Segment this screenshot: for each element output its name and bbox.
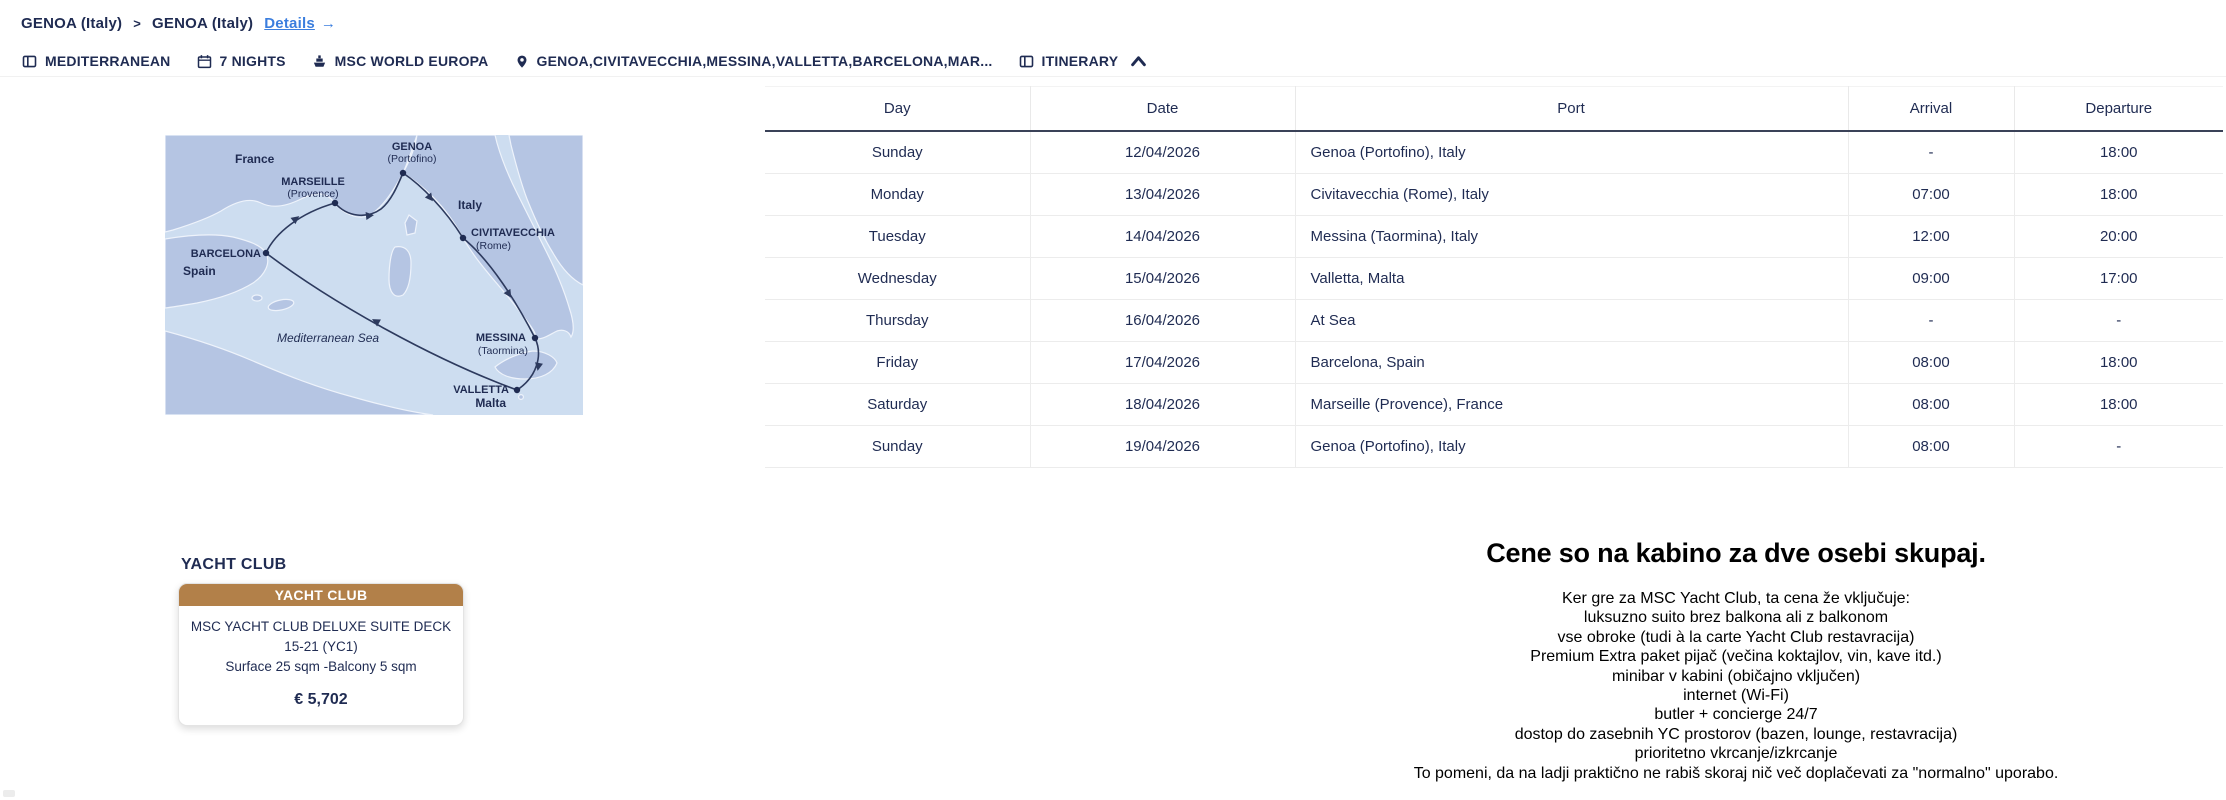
cell-arrival: 09:00 [1848, 258, 2014, 300]
cell-day: Sunday [765, 426, 1030, 468]
cell-day: Tuesday [765, 216, 1030, 258]
map-label-civitavecchia-sub: (Rome) [476, 240, 512, 252]
breadcrumb-destination: GENOA (Italy) [152, 15, 254, 32]
cell-departure: 20:00 [2014, 216, 2223, 258]
tag-destination [22, 53, 171, 69]
cell-arrival: - [1848, 131, 2014, 174]
breadcrumb-origin: GENOA (Italy) [21, 15, 123, 32]
pricing-line: dostop do zasebnih YC prostorov (bazen, lounge, restavracija) [1514, 725, 1958, 743]
cell-date: 17/04/2026 [1030, 342, 1295, 384]
yacht-club-card-body [179, 606, 463, 725]
table-row [765, 300, 2223, 342]
cell-date: 19/04/2026 [1030, 426, 1295, 468]
cell-departure: - [2014, 300, 2223, 342]
map-label-genoa-sub: (Portofino) [387, 153, 437, 165]
pin-icon [515, 54, 529, 69]
cell-date: 15/04/2026 [1030, 258, 1295, 300]
cell-departure: 18:00 [2014, 342, 2223, 384]
cell-day: Saturday [765, 384, 1030, 426]
chevron-up-icon[interactable] [1130, 54, 1147, 69]
cell-departure: - [2014, 426, 2223, 468]
yacht-club-section-title: YACHT CLUB [181, 556, 287, 573]
cruise-tag-bar [22, 53, 1147, 69]
pricing-info-block [1286, 538, 2186, 783]
cell-departure: 18:00 [2014, 131, 2223, 174]
tag-nights-label: 7 NIGHTS [219, 53, 286, 69]
cell-port: Valletta, Malta [1295, 258, 1848, 300]
map-label-valletta: VALLETTA [453, 384, 509, 396]
map-label-italy: Italy [458, 198, 483, 212]
table-row [765, 216, 2223, 258]
col-header-date: Date [1030, 87, 1295, 132]
cell-day: Wednesday [765, 258, 1030, 300]
map-label-marseille: MARSEILLE [281, 176, 345, 188]
pricing-line: luksuzno suito brez balkona ali z balkonom [1583, 609, 1889, 627]
itinerary-toggle[interactable] [1019, 53, 1148, 69]
calendar-icon [197, 54, 212, 69]
details-link-label: Details [264, 15, 315, 32]
col-header-day: Day [765, 87, 1030, 132]
details-link[interactable] [264, 15, 336, 32]
map-label-spain: Spain [183, 264, 216, 278]
map-label-malta: Malta [475, 396, 506, 410]
table-row [765, 426, 2223, 468]
itinerary-table [765, 86, 2223, 468]
cell-arrival: 07:00 [1848, 174, 2014, 216]
tag-ship-label: MSC WORLD EUROPA [334, 53, 489, 69]
cell-port: At Sea [1295, 300, 1848, 342]
cell-date: 18/04/2026 [1030, 384, 1295, 426]
col-header-departure: Departure [2014, 87, 2223, 132]
page-corner-artifact [3, 790, 15, 797]
yacht-club-price-card[interactable] [178, 583, 464, 726]
map-label-civitavecchia: CIVITAVECCHIA [471, 227, 555, 239]
cell-departure: 18:00 [2014, 174, 2223, 216]
table-row [765, 131, 2223, 174]
pricing-line: minibar v kabini (običajno vključen) [1611, 667, 1861, 685]
table-row [765, 342, 2223, 384]
col-header-port: Port [1295, 87, 1848, 132]
map-label-messina: MESSINA [475, 332, 526, 344]
cell-day: Friday [765, 342, 1030, 384]
table-row [765, 174, 2223, 216]
itinerary-toggle-label: ITINERARY [1041, 53, 1119, 69]
breadcrumb [21, 15, 336, 32]
tag-ship [312, 53, 489, 69]
pricing-line: Premium Extra paket pijač (večina koktajlov, vin, kave itd.) [1530, 648, 1942, 666]
cell-port: Genoa (Portofino), Italy [1295, 131, 1848, 174]
section-divider [0, 76, 2226, 77]
yacht-club-card-header: YACHT CLUB [179, 584, 463, 606]
cell-port: Barcelona, Spain [1295, 342, 1848, 384]
map-label-genoa: GENOA [391, 141, 433, 153]
cell-arrival: 08:00 [1848, 426, 2014, 468]
cell-date: 13/04/2026 [1030, 174, 1295, 216]
tag-ports-label: GENOA,CIVITAVECCHIA,MESSINA,VALLETTA,BARCELONA,MAR... [536, 53, 993, 69]
tag-nights [197, 53, 286, 69]
cell-arrival: 12:00 [1848, 216, 2014, 258]
cell-date: 16/04/2026 [1030, 300, 1295, 342]
map-label-barcelona: BARCELONA [190, 248, 261, 260]
cell-port: Genoa (Portofino), Italy [1295, 426, 1848, 468]
route-map [165, 135, 583, 415]
cell-date: 14/04/2026 [1030, 216, 1295, 258]
cabin-name: MSC YACHT CLUB DELUXE SUITE DECK 15-21 (YC1) [190, 619, 452, 654]
cell-arrival: 08:00 [1848, 342, 2014, 384]
map-icon [22, 54, 37, 69]
tag-destination-label: MEDITERRANEAN [45, 53, 171, 69]
pricing-line: To pomeni, da na ladji praktično ne rabiš skoraj nič več doplačevati za "normalno" uporabo. [1413, 764, 2059, 782]
arrow-right-icon: → [320, 15, 337, 32]
cell-port: Civitavecchia (Rome), Italy [1295, 174, 1848, 216]
cell-departure: 18:00 [2014, 384, 2223, 426]
cabin-surface: Surface 25 sqm -Balcony 5 sqm [225, 659, 417, 674]
cell-port: Marseille (Provence), France [1295, 384, 1848, 426]
map-label-mediterranean-sea: Mediterranean Sea [277, 331, 380, 345]
map-label-france: France [235, 152, 275, 166]
pricing-line: butler + concierge 24/7 [1654, 706, 1818, 724]
cell-arrival: - [1848, 300, 2014, 342]
breadcrumb-separator: > [133, 16, 142, 31]
cell-arrival: 08:00 [1848, 384, 2014, 426]
cell-departure: 17:00 [2014, 258, 2223, 300]
cell-day: Sunday [765, 131, 1030, 174]
tag-ports [515, 53, 993, 69]
table-row [765, 258, 2223, 300]
cell-date: 12/04/2026 [1030, 131, 1295, 174]
pricing-line: internet (Wi-Fi) [1683, 687, 1789, 705]
cell-day: Monday [765, 174, 1030, 216]
map-label-marseille-sub: (Provence) [287, 188, 339, 200]
table-row [765, 384, 2223, 426]
pricing-lines [1286, 589, 2186, 783]
itinerary-header-row [765, 87, 2223, 132]
pricing-title: Cene so na kabino za dve osebi skupaj. [1486, 538, 1986, 568]
pricing-line: vse obroke (tudi à la carte Yacht Club restavracija) [1557, 628, 1915, 646]
col-header-arrival: Arrival [1848, 87, 2014, 132]
pricing-line: prioritetno vkrcanje/izkrcanje [1634, 745, 1838, 763]
cell-day: Thursday [765, 300, 1030, 342]
map-icon [1019, 54, 1034, 69]
cabin-price: € 5,702 [294, 691, 348, 708]
cell-port: Messina (Taormina), Italy [1295, 216, 1848, 258]
ship-icon [312, 54, 327, 69]
pricing-line: Ker gre za MSC Yacht Club, ta cena že vključuje: [1561, 590, 1910, 607]
map-label-messina-sub: (Taormina) [477, 345, 528, 357]
